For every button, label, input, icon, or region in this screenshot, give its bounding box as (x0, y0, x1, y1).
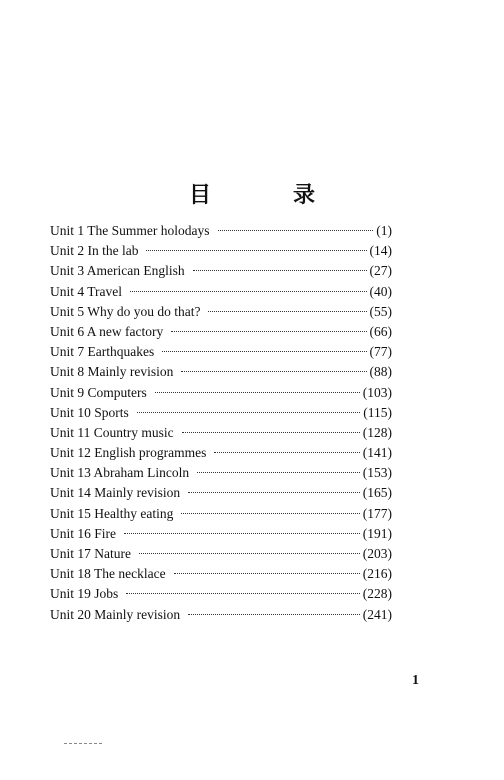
toc-entry (50, 304, 392, 324)
dot-leader (137, 412, 360, 413)
dot-leader (139, 553, 360, 554)
dot-leader (188, 614, 360, 615)
toc-entry-label: Unit 10 Sports (50, 404, 129, 420)
toc-entry-label: Unit 11 Country music (50, 424, 174, 440)
toc-entry-label: Unit 20 Mainly revision (50, 606, 181, 622)
toc-entry-page: (115) (363, 404, 392, 420)
dot-leader (182, 432, 360, 433)
toc-entry-label: Unit 14 Mainly revision (50, 485, 181, 501)
page-title: 目 录 (188, 183, 345, 208)
toc-entry-page: (153) (362, 465, 392, 481)
toc-entry-page: (165) (362, 485, 392, 501)
dot-leader (181, 371, 366, 372)
toc-entry-label: Unit 3 American English (50, 263, 185, 279)
toc-entry-page: (27) (369, 263, 392, 279)
toc-entry-page: (128) (362, 424, 392, 440)
toc-entry-label: Unit 2 In the lab (50, 243, 139, 259)
dot-leader (130, 291, 366, 292)
toc-entry (50, 324, 392, 344)
toc-entry-page: (241) (362, 606, 392, 622)
toc-entry (50, 506, 392, 526)
toc-entry (50, 607, 392, 627)
dot-leader (193, 270, 367, 271)
toc-entry-page: (77) (369, 344, 392, 360)
toc-entry-page: (177) (362, 505, 392, 521)
toc-entry-page: (66) (369, 323, 392, 339)
toc-entry (50, 526, 392, 546)
toc-entry-label: Unit 19 Jobs (50, 586, 119, 602)
toc-entry (50, 586, 392, 606)
toc-entry (50, 344, 392, 364)
toc-entry-label: Unit 15 Healthy eating (50, 505, 174, 521)
toc-entry-page: (14) (369, 243, 392, 259)
toc-entry (50, 465, 392, 485)
toc-entry (50, 364, 392, 384)
toc-entry-page: (1) (376, 223, 392, 238)
footer-rule (64, 743, 102, 744)
toc-entry-label: Unit 17 Nature (50, 546, 131, 561)
toc-entry-label: Unit 4 Travel (50, 283, 123, 299)
page-number: 1 (412, 673, 419, 688)
dot-leader (155, 392, 360, 393)
toc-entry-label: Unit 12 English programmes (50, 445, 207, 461)
toc-entry-label: Unit 8 Mainly revision (50, 364, 174, 380)
toc-entry-label: Unit 5 Why do you do that? (50, 303, 201, 319)
toc-entry-page: (103) (362, 384, 392, 400)
toc-entry-label: Unit 13 Abraham Lincoln (50, 465, 190, 481)
toc-entry (50, 284, 392, 304)
toc-entry (50, 263, 392, 283)
toc-entry-label: Unit 7 Earthquakes (50, 344, 155, 360)
dot-leader (197, 472, 360, 473)
dot-leader (174, 573, 360, 574)
toc-entry (50, 223, 392, 243)
dot-leader (171, 331, 366, 332)
toc-entry (50, 546, 392, 566)
dot-leader (208, 311, 366, 312)
toc-entry-page: (203) (362, 546, 392, 561)
toc-entry-page: (228) (362, 586, 392, 602)
toc-entry (50, 425, 392, 445)
dot-leader (214, 452, 359, 453)
toc-entry-page: (55) (369, 303, 392, 319)
dot-leader (218, 230, 374, 231)
toc-entry-page: (216) (362, 566, 392, 582)
dot-leader (146, 250, 366, 251)
toc-entry-page: (40) (369, 283, 392, 299)
dot-leader (181, 513, 359, 514)
toc-entry-label: Unit 6 A new factory (50, 323, 164, 339)
toc-entry-label: Unit 16 Fire (50, 525, 116, 541)
dot-leader (188, 492, 360, 493)
toc-entry-label: Unit 9 Computers (50, 384, 147, 400)
toc-entry (50, 385, 392, 405)
toc-entry (50, 566, 392, 586)
toc-entry (50, 445, 392, 465)
toc-entry-label: Unit 18 The necklace (50, 566, 166, 582)
toc-entry-page: (88) (369, 364, 392, 380)
toc-entry (50, 243, 392, 263)
toc-entry-page: (191) (362, 525, 392, 541)
toc-entry-page: (141) (362, 445, 392, 461)
dot-leader (126, 593, 359, 594)
toc-entry-label: Unit 1 The Summer holodays (50, 223, 210, 238)
dot-leader (162, 351, 366, 352)
toc-entry (50, 405, 392, 425)
toc-entry (50, 485, 392, 505)
dot-leader (124, 533, 360, 534)
table-of-contents (50, 223, 392, 627)
